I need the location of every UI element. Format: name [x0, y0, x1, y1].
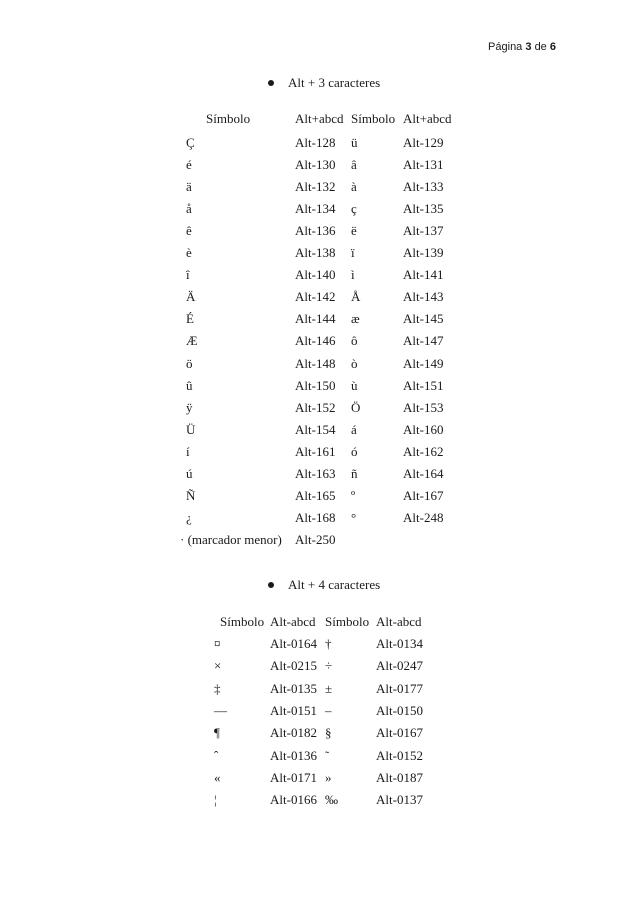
table-cell: ÷ [325, 658, 333, 673]
table-cell: Alt-160 [403, 422, 444, 437]
table-cell: Alt-0187 [376, 770, 423, 785]
column-header: Alt+abcd [403, 111, 452, 126]
table-cell: ¦ [214, 792, 217, 807]
page-current: 3 [525, 41, 532, 53]
column-header: Alt+abcd [295, 111, 344, 126]
table-cell: Alt-0150 [376, 703, 423, 718]
table-cell: Alt-168 [295, 510, 336, 525]
table-cell: — [214, 703, 227, 718]
table-cell: Alt-165 [295, 488, 336, 503]
table-cell: Alt-153 [403, 400, 444, 415]
table-cell: Alt-150 [295, 378, 336, 393]
table-cell: Alt-152 [295, 400, 336, 415]
table-row [0, 703, 638, 721]
table-row [0, 333, 638, 351]
table-cell: Alt-0215 [270, 658, 317, 673]
table-cell: × [214, 658, 222, 673]
table-cell: Alt-136 [295, 223, 336, 238]
table-cell: § [325, 725, 332, 740]
table-cell: ò [351, 356, 358, 371]
section2-title: Alt + 4 caracteres [288, 577, 381, 592]
table-row [0, 245, 638, 263]
table-row [0, 157, 638, 175]
table-cell: ¶ [214, 725, 220, 740]
table-cell: º [351, 488, 356, 503]
table-cell: Alt-130 [295, 157, 336, 172]
table-cell: ° [351, 510, 357, 525]
table-cell: » [325, 770, 332, 785]
table-cell: í [186, 444, 190, 459]
table-cell: Alt-250 [295, 532, 336, 547]
table-cell: · (marcador menor) [180, 532, 282, 547]
table-cell: ç [351, 201, 357, 216]
table-cell: û [186, 378, 193, 393]
table-row [0, 681, 638, 699]
table-row [0, 422, 638, 440]
bullet-icon [268, 582, 274, 588]
table-cell: Alt-154 [295, 422, 336, 437]
table-cell: Alt-161 [295, 444, 336, 459]
page-total: 6 [549, 41, 556, 53]
table-cell: Ñ [186, 488, 196, 503]
table-cell: Ä [186, 289, 196, 304]
table-cell: Alt-149 [403, 356, 444, 371]
table-cell: Alt-142 [295, 289, 336, 304]
table-row [0, 466, 638, 484]
table-cell: Alt-167 [403, 488, 444, 503]
table-cell: ï [351, 245, 355, 260]
table-cell: â [351, 157, 357, 172]
section1-title: Alt + 3 caracteres [288, 75, 381, 90]
column-header: Símbolo [325, 614, 370, 629]
table-cell: ÿ [186, 400, 193, 415]
table-row [0, 636, 638, 654]
table-cell: é [186, 157, 192, 172]
column-header: Alt-abcd [270, 614, 316, 629]
table-cell: è [186, 245, 192, 260]
table-cell: ì [351, 267, 355, 282]
table-cell: Alt-129 [403, 135, 444, 150]
table-cell: Alt-144 [295, 311, 336, 326]
column-header: Símbolo [351, 111, 396, 126]
table-cell: Alt-0182 [270, 725, 317, 740]
table-cell: Alt-0171 [270, 770, 317, 785]
table-row [0, 658, 638, 676]
table-cell: ¤ [214, 636, 221, 651]
table-row [0, 289, 638, 307]
table-cell: Ç [186, 135, 195, 150]
table-cell: Alt-134 [295, 201, 336, 216]
table-cell: Alt-0152 [376, 748, 423, 763]
table-row [0, 400, 638, 418]
table-cell: Alt-143 [403, 289, 444, 304]
table-row [0, 770, 638, 788]
table-cell: Alt-0151 [270, 703, 317, 718]
table-cell: Ö [351, 400, 361, 415]
table-cell: á [351, 422, 357, 437]
section2-heading [268, 577, 380, 593]
table-header-row [0, 614, 638, 632]
table-cell: ê [186, 223, 192, 238]
table-cell: Alt-138 [295, 245, 336, 260]
table-cell: ñ [351, 466, 358, 481]
table-cell: ä [186, 179, 192, 194]
table-row [0, 267, 638, 285]
table-cell: « [214, 770, 221, 785]
table-cell: Alt-135 [403, 201, 444, 216]
table-cell: Alt-0135 [270, 681, 317, 696]
table-cell: Alt-137 [403, 223, 444, 238]
table-cell: Alt-147 [403, 333, 444, 348]
table-row [0, 748, 638, 766]
table-cell: Alt-145 [403, 311, 444, 326]
page-of: de [534, 41, 547, 53]
table-row-last [0, 532, 638, 550]
table-row [0, 179, 638, 197]
table-cell: Æ [186, 333, 198, 348]
table-row [0, 135, 638, 153]
table-cell: å [186, 201, 192, 216]
table-cell: ‡ [214, 681, 221, 696]
table-cell: î [186, 267, 190, 282]
table-cell: ú [186, 466, 193, 481]
column-header: Símbolo [206, 111, 251, 126]
table-cell: Alt-162 [403, 444, 444, 459]
bullet-icon [268, 80, 274, 86]
table-cell: Alt-133 [403, 179, 444, 194]
table-cell: ô [351, 333, 358, 348]
table-cell: Alt-139 [403, 245, 444, 260]
table-row [0, 356, 638, 374]
table-row [0, 444, 638, 462]
table-cell: Alt-151 [403, 378, 444, 393]
table-cell: Alt-0177 [376, 681, 423, 696]
table-header-row [0, 111, 638, 129]
table-cell: É [186, 311, 194, 326]
table-cell: Alt-0247 [376, 658, 423, 673]
table-row [0, 725, 638, 743]
page-prefix: Página [488, 41, 523, 53]
table-cell: Ü [186, 422, 196, 437]
table-cell: ˜ [325, 748, 330, 763]
table-cell: Alt-141 [403, 267, 444, 282]
table-row [0, 201, 638, 219]
table-row [0, 311, 638, 329]
table-cell: Alt-0136 [270, 748, 317, 763]
table-cell: ù [351, 378, 358, 393]
table-cell: – [325, 703, 332, 718]
table-cell: ‰ [325, 792, 338, 807]
table-row [0, 378, 638, 396]
table-cell: æ [351, 311, 360, 326]
section1-heading [268, 75, 380, 91]
table-cell: Alt-128 [295, 135, 336, 150]
table-cell: ö [186, 356, 193, 371]
table-cell: † [325, 636, 332, 651]
table-cell: ¿ [186, 510, 192, 525]
column-header: Símbolo [220, 614, 265, 629]
table-cell: Å [351, 289, 361, 304]
column-header: Alt-abcd [376, 614, 422, 629]
table-cell: ë [351, 223, 357, 238]
table-cell: Alt-148 [295, 356, 336, 371]
table-cell: Alt-140 [295, 267, 336, 282]
table-cell: Alt-0137 [376, 792, 423, 807]
table-cell: ± [325, 681, 333, 696]
table-cell: Alt-0166 [270, 792, 317, 807]
table-row [0, 223, 638, 241]
table-cell: ü [351, 135, 358, 150]
table-cell: Alt-248 [403, 510, 444, 525]
table-cell: Alt-131 [403, 157, 444, 172]
table-cell: Alt-0164 [270, 636, 317, 651]
page-number [488, 41, 556, 53]
table-cell: à [351, 179, 357, 194]
table-cell: Alt-163 [295, 466, 336, 481]
table-cell: Alt-0167 [376, 725, 423, 740]
table-cell: ó [351, 444, 358, 459]
table-cell: Alt-132 [295, 179, 336, 194]
table-cell: Alt-146 [295, 333, 336, 348]
table-cell: Alt-164 [403, 466, 444, 481]
table-row [0, 510, 638, 528]
table-cell: ˆ [214, 748, 219, 763]
table-cell: Alt-0134 [376, 636, 423, 651]
table-row [0, 792, 638, 810]
table-row [0, 488, 638, 506]
